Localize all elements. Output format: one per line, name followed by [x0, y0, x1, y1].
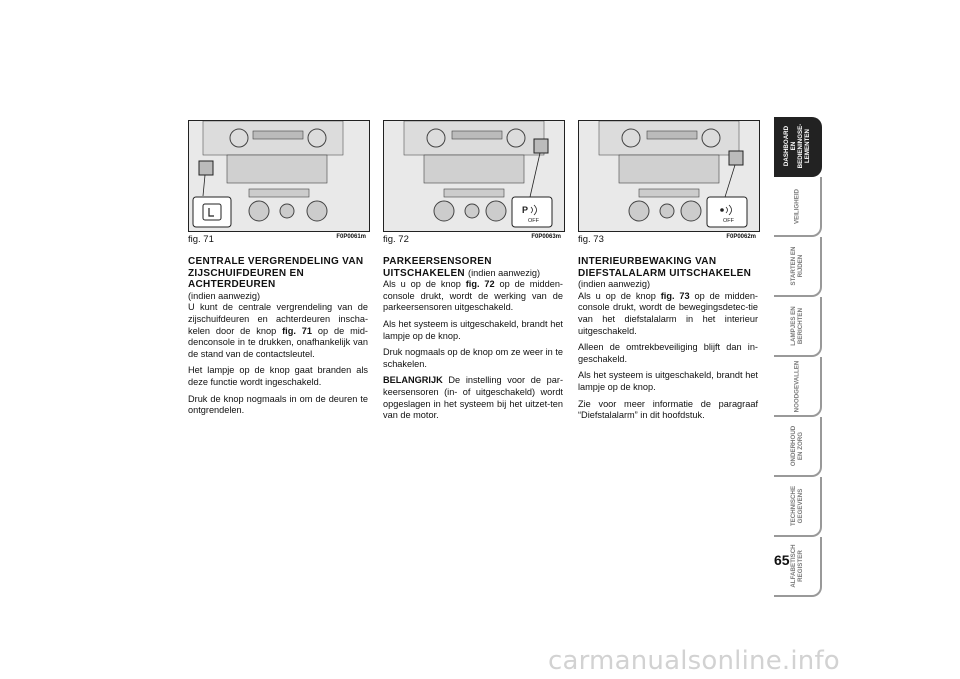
important-label: BELANGRIJK	[383, 375, 443, 386]
console-illustration-71	[189, 121, 369, 231]
section-heading	[383, 256, 563, 279]
section-interior-alarm	[578, 256, 758, 427]
figure-71	[188, 120, 370, 232]
figure-reference: fig. 71	[282, 325, 312, 336]
tab-label: TECHNISCHE GEGEVENS	[790, 485, 804, 527]
figure-code: F0P0061m	[336, 234, 366, 240]
tab-label: ONDERHOUD EN ZORG	[790, 425, 804, 467]
heading-note: (indien aanwezig)	[578, 279, 651, 290]
console-illustration-73	[579, 121, 759, 231]
tab-dashboard[interactable]	[774, 117, 822, 177]
watermark: carmanualsonline.info	[548, 646, 840, 676]
tab-noodgevallen[interactable]	[774, 357, 822, 417]
tab-label: LAMPJES EN BERICHTEN	[790, 306, 804, 346]
figure-number: fig. 72	[383, 234, 409, 245]
paragraph: BELANGRIJK De instelling voor de par-keersensoren (in- of uitgeschakeld) wordt opgeslagen in het systeem bij het uitzet-ten van de motor.	[383, 375, 563, 421]
tab-label: VEILIGHEID	[793, 188, 801, 224]
tab-label: ALFABETISCH REGISTER	[790, 544, 804, 588]
tab-lampjes[interactable]	[774, 297, 822, 357]
tab-label: DASHBOARD EN BEDIENINGSE- LEMENTEN	[783, 123, 811, 169]
section-heading	[578, 256, 758, 291]
figure-71-caption	[188, 234, 368, 248]
section-heading	[188, 256, 368, 302]
heading-note: (indien aanwezig)	[468, 267, 541, 278]
heading-text: PARKEERSENSOREN UITSCHAKELEN	[383, 256, 492, 279]
tab-label: NOODGEVALLEN	[793, 360, 801, 412]
paragraph: Alleen de omtrekbeveiliging blijft dan in-geschakeld.	[578, 342, 758, 364]
paragraph: Als u op de knop fig. 73 op de midden-console drukt, wordt de bewegingsdetec-tie van het diefstalalarm in het interieur uitgeschakeld.	[578, 290, 758, 336]
paragraph: U kunt de centrale vergrendeling van de zijschuifdeuren en achterdeuren inscha-kelen door de knop fig. 71 op de mid-denconsole in te drukken, onafhankelijk van de stand van de contactsleutel.	[188, 302, 368, 359]
figure-code: F0P0063m	[531, 234, 561, 240]
figure-number: fig. 73	[578, 234, 604, 245]
figure-72	[383, 120, 565, 232]
paragraph: Druk de knop nogmaals in om de deuren te ontgrendelen.	[188, 393, 368, 416]
heading-note: (indien aanwezig)	[188, 290, 261, 301]
paragraph: Het lampje op de knop gaat branden als deze functie wordt ingeschakeld.	[188, 365, 368, 387]
figure-reference: fig. 72	[465, 279, 495, 290]
paragraph: Druk nogmaals op de knop om ze weer in te schakelen.	[383, 347, 563, 369]
heading-text: CENTRALE VERGRENDELING VAN ZIJSCHUIFDEUREN EN ACHTERDEUREN	[188, 256, 364, 291]
paragraph: Als het systeem is uitgeschakeld, brandt het lampje op de knop.	[578, 370, 758, 392]
off-label: OFF	[723, 218, 734, 224]
figure-reference: fig. 73	[660, 290, 690, 301]
tab-technische[interactable]	[774, 477, 822, 537]
section-parking-sensors	[383, 256, 563, 427]
paragraph: Als u op de knop fig. 72 op de midden-console drukt, wordt de werking van de parkeersensoren uitgeschakeld.	[383, 279, 563, 313]
heading-text: INTERIEURBEWAKING VAN DIEFSTALALARM UITSCHAKELEN	[578, 256, 752, 279]
tab-veiligheid[interactable]	[774, 177, 822, 237]
figure-code: F0P0062m	[726, 234, 756, 240]
figure-number: fig. 71	[188, 234, 214, 245]
figure-73	[578, 120, 760, 232]
figure-72-caption	[383, 234, 563, 248]
paragraph: Als het systeem is uitgeschakeld, brandt het lampje op de knop.	[383, 318, 563, 341]
off-label: OFF	[528, 218, 539, 224]
svg-text:P: P	[522, 205, 529, 215]
console-illustration-72	[384, 121, 564, 231]
tab-starten[interactable]	[774, 237, 822, 297]
tab-onderhoud[interactable]	[774, 417, 822, 477]
page-number: 65	[774, 552, 790, 568]
section-central-locking	[188, 256, 368, 422]
paragraph: Zie voor meer informatie de paragraaf “Diefstalalarm” in dit hoofdstuk.	[578, 398, 758, 421]
tab-label: STARTEN EN RIJDEN	[790, 246, 804, 286]
figure-73-caption	[578, 234, 758, 248]
